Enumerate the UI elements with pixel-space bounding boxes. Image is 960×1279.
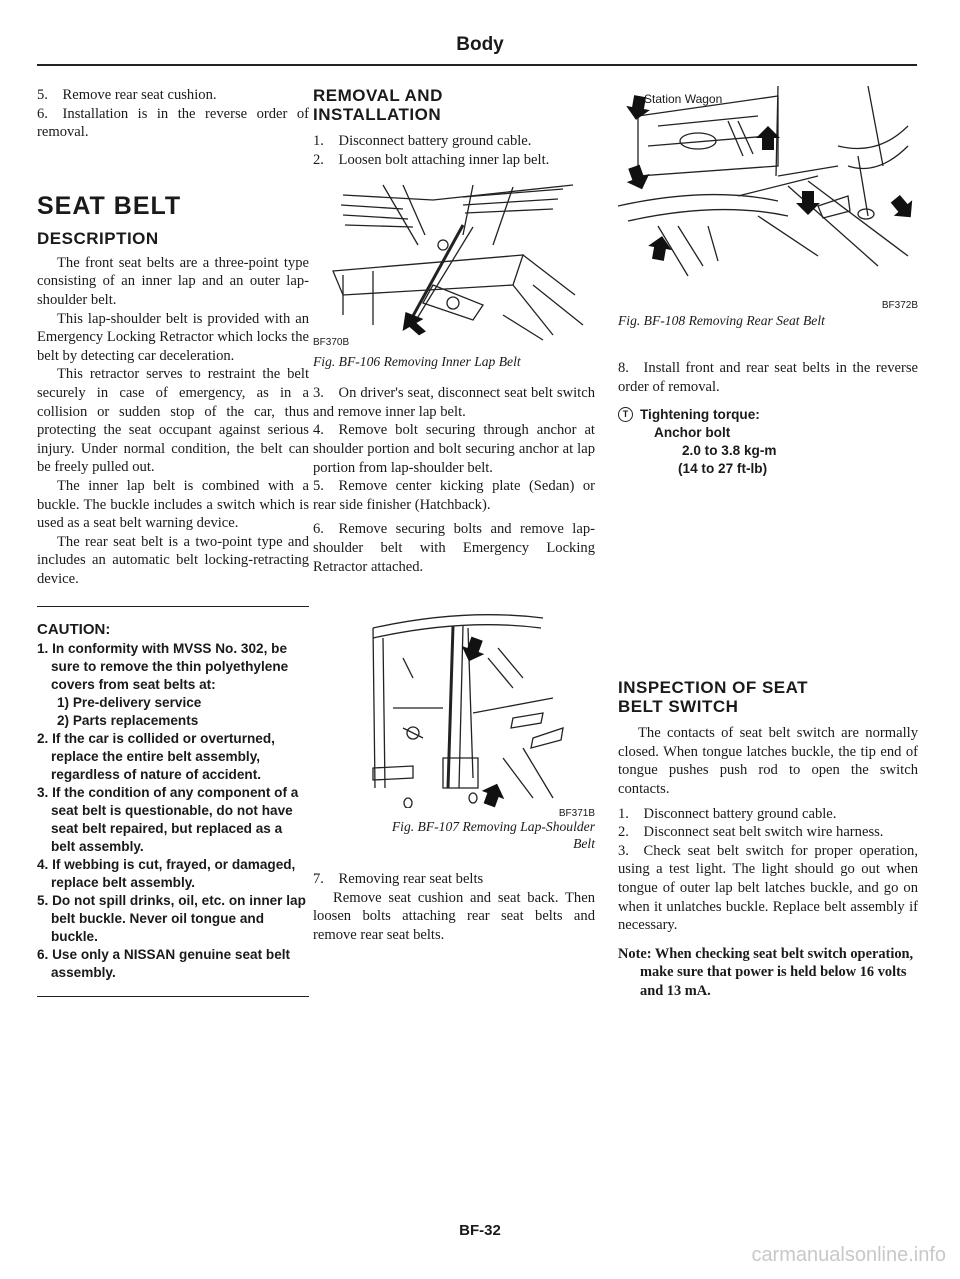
torque-title: Tightening torque:	[640, 407, 760, 423]
arrow-icon	[623, 163, 654, 194]
removal-step: 2. Loosen bolt attaching inner lap belt.	[313, 151, 550, 168]
caution-item: 6. Use only a NISSAN genuine seat belt assembly.	[37, 947, 291, 981]
arrow-icon	[395, 306, 429, 341]
lap-shoulder-belt-illustration	[313, 598, 595, 808]
arrow-icon	[478, 780, 508, 808]
removal-step: 5. Remove center kicking plate (Sedan) or rear side finisher (Hatchback).	[313, 478, 595, 513]
torque-value-imperial: (14 to 27 ft-lb)	[678, 461, 768, 477]
inspection-step: 1. Disconnect battery ground cable.	[618, 805, 837, 822]
figure-bf-106	[313, 175, 595, 359]
watermark: carmanualsonline.info	[751, 1244, 946, 1266]
column-middle	[313, 86, 595, 945]
removal-step: 7. Removing rear seat belts	[313, 871, 484, 888]
page-header: Body	[456, 34, 504, 55]
figure-caption: Fig. BF-108 Removing Rear Seat Belt	[618, 313, 825, 328]
removal-step: 3. On driver's seat, disconnect seat belt switch and remove inner lap belt.	[313, 385, 595, 420]
inspection-step: 3. Check seat belt switch for proper operation, using a test light. The light should go out when tongue of outer lap belt latches buckle, and go on when it unlatches buckle. Replace belt assembly if necessary.	[618, 842, 918, 934]
arrow-icon	[646, 234, 674, 262]
page-number: BF-32	[459, 1222, 501, 1239]
figure-code: BF371B	[558, 808, 595, 820]
figure-caption: Fig. BF-106 Removing Inner Lap Belt	[313, 354, 521, 370]
removal-step-text: Remove seat cushion and seat back. Then loosen bolts attaching rear seat belts and remove rear seat belts.	[313, 889, 595, 943]
inspection-step: 2. Disconnect seat belt switch wire harness.	[618, 824, 884, 841]
removal-title: REMOVAL AND	[313, 86, 443, 105]
column-right	[618, 86, 918, 1001]
caution-top-rule	[37, 606, 309, 607]
caution-item: 3. If the condition of any component of a seat belt is questionable, do not have seat belt repaired, but replaced as a belt assembly.	[37, 785, 299, 855]
removal-step: 6. Remove securing bolts and remove lap-shoulder belt with Emergency Locking Retractor attached.	[313, 521, 595, 575]
inspection-title: INSPECTION OF SEAT	[618, 678, 809, 698]
header-rule	[37, 64, 917, 66]
inner-lap-belt-illustration	[313, 175, 595, 345]
figure-bf-107	[313, 598, 595, 818]
removal-title-line2: INSTALLATION	[313, 105, 442, 124]
figure-bf-108	[618, 86, 918, 311]
description-paragraph: The inner lap belt is combined with a buckle. The buckle includes a switch which is used as a seat belt warning device.	[37, 477, 309, 532]
caution-title: CAUTION:	[37, 621, 111, 639]
caution-subitem: 2) Parts replacements	[57, 713, 199, 729]
removal-step: 1. Disconnect battery ground cable.	[313, 133, 532, 149]
description-paragraph: This lap-shoulder belt is provided with an Emergency Locking Retractor which locks the belt by detecting car deceleration.	[37, 310, 309, 364]
inspection-note: Note: When checking seat belt switch operation, make sure that power is held below 16 volts and 13 mA.	[618, 945, 914, 999]
caution-item: 4. If webbing is cut, frayed, or damaged, replace belt assembly.	[37, 857, 296, 891]
torque-item: Anchor bolt	[654, 425, 731, 441]
caution-item: 1. In conformity with MVSS No. 302, be sure to remove the thin polyethylene covers from seat belts at:	[37, 641, 289, 693]
station-wagon-label: Station Wagon	[644, 92, 723, 106]
intro-step-5: 5. Remove rear seat cushion.	[37, 87, 217, 103]
removal-step: 4. Remove bolt securing through anchor at shoulder portion and bolt securing anchor at lap portion from lap-shoulder belt.	[313, 422, 595, 476]
caution-item: 2. If the car is collided or overturned, replace the entire belt assembly, regardless of nature of accident.	[37, 731, 275, 783]
caution-list	[37, 640, 309, 982]
rear-seat-belt-illustration	[618, 86, 918, 296]
caution-bottom-rule	[37, 996, 309, 997]
description-paragraph: The front seat belts are a three-point type consisting of an inner lap and an outer lap-shoulder belt.	[37, 254, 309, 308]
caution-item: 5. Do not spill drinks, oil, etc. on inner lap belt buckle. Never oil tongue and buckle.	[37, 893, 306, 945]
description-paragraph: This retractor serves to restraint the belt securely in case of emergency, as in a collision or sudden stop of the car, thus protecting the seat occupant against serious injury. Under normal condition, the belt can be freely pulled out.	[37, 366, 309, 476]
figure-caption: Fig. BF-107 Removing Lap-Shoulder	[391, 819, 595, 835]
inspection-title-line2: BELT SWITCH	[618, 697, 739, 717]
description-paragraph: The rear seat belt is a two-point type and includes an automatic belt locking-retracting device.	[37, 533, 309, 587]
figure-caption-line2: Belt	[573, 836, 595, 852]
arrow-icon	[886, 191, 918, 225]
caution-subitem: 1) Pre-delivery service	[57, 695, 202, 711]
section-title-seat-belt: SEAT BELT	[37, 191, 182, 220]
figure-code: BF372B	[881, 300, 918, 311]
torque-icon: T	[618, 407, 633, 422]
intro-step-6: 6. Installation is in the reverse order of removal.	[37, 105, 309, 141]
description-title: DESCRIPTION	[37, 228, 159, 248]
inspection-paragraph: The contacts of seat belt switch are normally closed. When tongue latches buckle, the tip end of tongue pushes push rod to open the switch contacts.	[618, 725, 918, 797]
install-step-8: 8. Install front and rear seat belts in the reverse order of removal.	[618, 360, 918, 395]
figure-code: BF370B	[313, 337, 350, 349]
column-left	[37, 86, 309, 997]
torque-value: 2.0 to 3.8 kg-m	[682, 443, 777, 459]
torque-spec	[618, 406, 918, 478]
